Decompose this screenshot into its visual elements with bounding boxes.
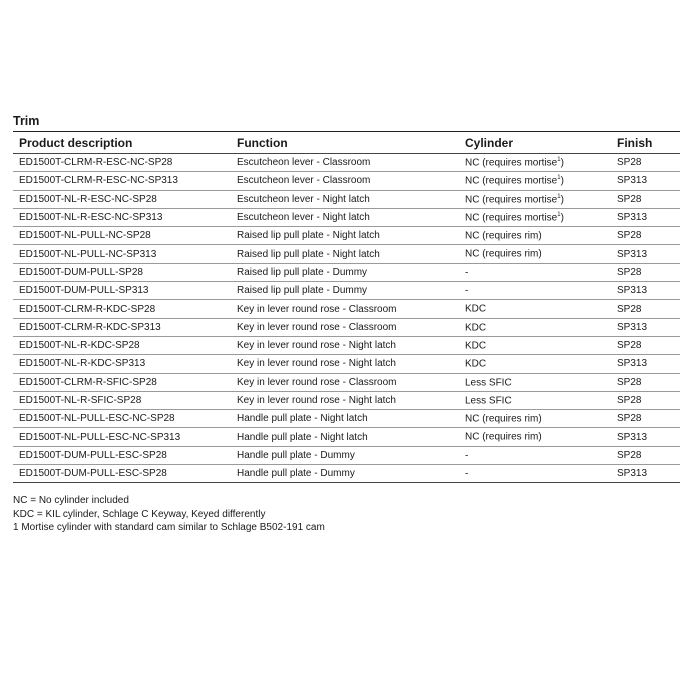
cell-product: ED1500T-CLRM-R-SFIC-SP28	[13, 373, 231, 391]
column-header-cylinder: Cylinder	[459, 132, 611, 154]
cell-finish: SP28	[611, 336, 680, 354]
cell-cylinder	[459, 355, 611, 373]
header-row	[13, 132, 680, 154]
cylinder-text: -	[465, 285, 469, 297]
cell-cylinder	[459, 410, 611, 428]
trim-section	[13, 112, 680, 535]
cell-function: Raised lip pull plate - Dummy	[231, 282, 459, 300]
cylinder-text: NC (requires mortise	[465, 212, 558, 224]
cell-cylinder	[459, 190, 611, 208]
note-nc: NC = No cylinder included	[13, 495, 129, 507]
table-row	[13, 227, 680, 245]
cell-function: Raised lip pull plate - Dummy	[231, 263, 459, 281]
table-row	[13, 190, 680, 208]
cylinder-text: KDC	[465, 340, 487, 352]
table-row	[13, 373, 680, 391]
cell-product: ED1500T-NL-PULL-NC-SP313	[13, 245, 231, 263]
table-body	[13, 154, 680, 483]
cell-product: ED1500T-NL-PULL-ESC-NC-SP313	[13, 428, 231, 446]
cylinder-text-end: )	[560, 157, 564, 169]
cell-cylinder	[459, 428, 611, 446]
cell-finish: SP28	[611, 410, 680, 428]
cylinder-text: Less SFIC	[465, 395, 512, 407]
cell-product: ED1500T-NL-R-SFIC-SP28	[13, 391, 231, 409]
note-mortise: 1 Mortise cylinder with standard cam similar to Schlage B502-191 cam	[13, 522, 325, 534]
cylinder-text: -	[465, 450, 469, 462]
cell-finish: SP28	[611, 446, 680, 464]
cell-finish: SP28	[611, 300, 680, 318]
footnote-marker: 1	[557, 211, 561, 218]
table-row	[13, 336, 680, 354]
cylinder-text-end: )	[560, 193, 564, 205]
cell-function: Key in lever round rose - Night latch	[231, 336, 459, 354]
column-header-finish: Finish	[611, 132, 680, 154]
cell-cylinder	[459, 336, 611, 354]
cell-product: ED1500T-DUM-PULL-ESC-SP28	[13, 446, 231, 464]
cell-cylinder	[459, 318, 611, 336]
cylinder-text: NC (requires rim)	[465, 431, 542, 443]
cylinder-text: NC (requires mortise	[465, 175, 558, 187]
cell-finish: SP313	[611, 465, 680, 483]
cell-function: Handle pull plate - Dummy	[231, 446, 459, 464]
cylinder-text: NC (requires rim)	[465, 413, 542, 425]
cell-product: ED1500T-DUM-PULL-ESC-SP28	[13, 465, 231, 483]
cell-finish: SP313	[611, 208, 680, 226]
cell-product: ED1500T-CLRM-R-KDC-SP313	[13, 318, 231, 336]
cell-function: Handle pull plate - Night latch	[231, 410, 459, 428]
table-row	[13, 245, 680, 263]
cell-cylinder	[459, 446, 611, 464]
cell-cylinder	[459, 208, 611, 226]
cell-function: Key in lever round rose - Classroom	[231, 300, 459, 318]
cell-function: Key in lever round rose - Night latch	[231, 355, 459, 373]
cell-cylinder	[459, 282, 611, 300]
table-row	[13, 154, 680, 172]
cylinder-text: KDC	[465, 303, 487, 315]
cell-product: ED1500T-NL-R-ESC-NC-SP313	[13, 208, 231, 226]
cell-product: ED1500T-CLRM-R-KDC-SP28	[13, 300, 231, 318]
cell-finish: SP28	[611, 227, 680, 245]
cylinder-text-end: )	[560, 175, 564, 187]
cylinder-text: NC (requires rim)	[465, 230, 542, 242]
footnote-marker: 1	[557, 175, 561, 182]
cell-function: Raised lip pull plate - Night latch	[231, 245, 459, 263]
cell-finish: SP28	[611, 373, 680, 391]
cell-function: Escutcheon lever - Night latch	[231, 190, 459, 208]
table-row	[13, 282, 680, 300]
table-row	[13, 172, 680, 190]
cylinder-text: -	[465, 468, 469, 480]
cell-function: Handle pull plate - Night latch	[231, 428, 459, 446]
table-row	[13, 208, 680, 226]
cell-cylinder	[459, 154, 611, 172]
cell-function: Key in lever round rose - Classroom	[231, 373, 459, 391]
footnote-marker: 1	[557, 156, 561, 163]
cell-function: Escutcheon lever - Classroom	[231, 172, 459, 190]
footnote-marker: 1	[557, 193, 561, 200]
cell-function: Key in lever round rose - Classroom	[231, 318, 459, 336]
cylinder-text-end: )	[560, 212, 564, 224]
table-row	[13, 446, 680, 464]
cell-cylinder	[459, 227, 611, 245]
cell-function: Key in lever round rose - Night latch	[231, 391, 459, 409]
cylinder-text: Less SFIC	[465, 376, 512, 388]
cylinder-text: NC (requires mortise	[465, 193, 558, 205]
table-row	[13, 318, 680, 336]
table-row	[13, 391, 680, 409]
cylinder-text: -	[465, 267, 469, 279]
cylinder-text: KDC	[465, 321, 487, 333]
section-title: Trim	[13, 114, 40, 128]
cell-finish: SP28	[611, 154, 680, 172]
table-row	[13, 410, 680, 428]
cell-cylinder	[459, 245, 611, 263]
cell-finish: SP313	[611, 282, 680, 300]
cell-finish: SP313	[611, 245, 680, 263]
cell-cylinder	[459, 300, 611, 318]
column-header-product: Product description	[13, 132, 231, 154]
cell-function: Raised lip pull plate - Night latch	[231, 227, 459, 245]
column-header-function: Function	[231, 132, 459, 154]
cell-finish: SP313	[611, 428, 680, 446]
footnotes	[13, 494, 680, 535]
cell-function: Escutcheon lever - Night latch	[231, 208, 459, 226]
cylinder-text: NC (requires mortise	[465, 157, 558, 169]
cell-cylinder	[459, 263, 611, 281]
cell-cylinder	[459, 465, 611, 483]
cell-product: ED1500T-NL-PULL-NC-SP28	[13, 227, 231, 245]
cell-cylinder	[459, 172, 611, 190]
cylinder-text: KDC	[465, 358, 487, 370]
trim-table	[13, 131, 680, 483]
cell-product: ED1500T-DUM-PULL-SP28	[13, 263, 231, 281]
note-kdc: KDC = KIL cylinder, Schlage C Keyway, Keyed differently	[13, 508, 266, 520]
cell-product: ED1500T-NL-PULL-ESC-NC-SP28	[13, 410, 231, 428]
table-row	[13, 263, 680, 281]
table-row	[13, 300, 680, 318]
cell-finish: SP313	[611, 355, 680, 373]
cell-finish: SP28	[611, 391, 680, 409]
cell-product: ED1500T-CLRM-R-ESC-NC-SP28	[13, 154, 231, 172]
cell-cylinder	[459, 373, 611, 391]
cell-finish: SP28	[611, 263, 680, 281]
table-row	[13, 428, 680, 446]
cell-function: Escutcheon lever - Classroom	[231, 154, 459, 172]
cell-product: ED1500T-NL-R-KDC-SP313	[13, 355, 231, 373]
cylinder-text: NC (requires rim)	[465, 248, 542, 260]
cell-product: ED1500T-DUM-PULL-SP313	[13, 282, 231, 300]
cell-finish: SP28	[611, 190, 680, 208]
cell-product: ED1500T-NL-R-KDC-SP28	[13, 336, 231, 354]
table-row	[13, 465, 680, 483]
cell-product: ED1500T-NL-R-ESC-NC-SP28	[13, 190, 231, 208]
cell-finish: SP313	[611, 172, 680, 190]
table-row	[13, 355, 680, 373]
cell-finish: SP313	[611, 318, 680, 336]
cell-function: Handle pull plate - Dummy	[231, 465, 459, 483]
cell-cylinder	[459, 391, 611, 409]
cell-product: ED1500T-CLRM-R-ESC-NC-SP313	[13, 172, 231, 190]
